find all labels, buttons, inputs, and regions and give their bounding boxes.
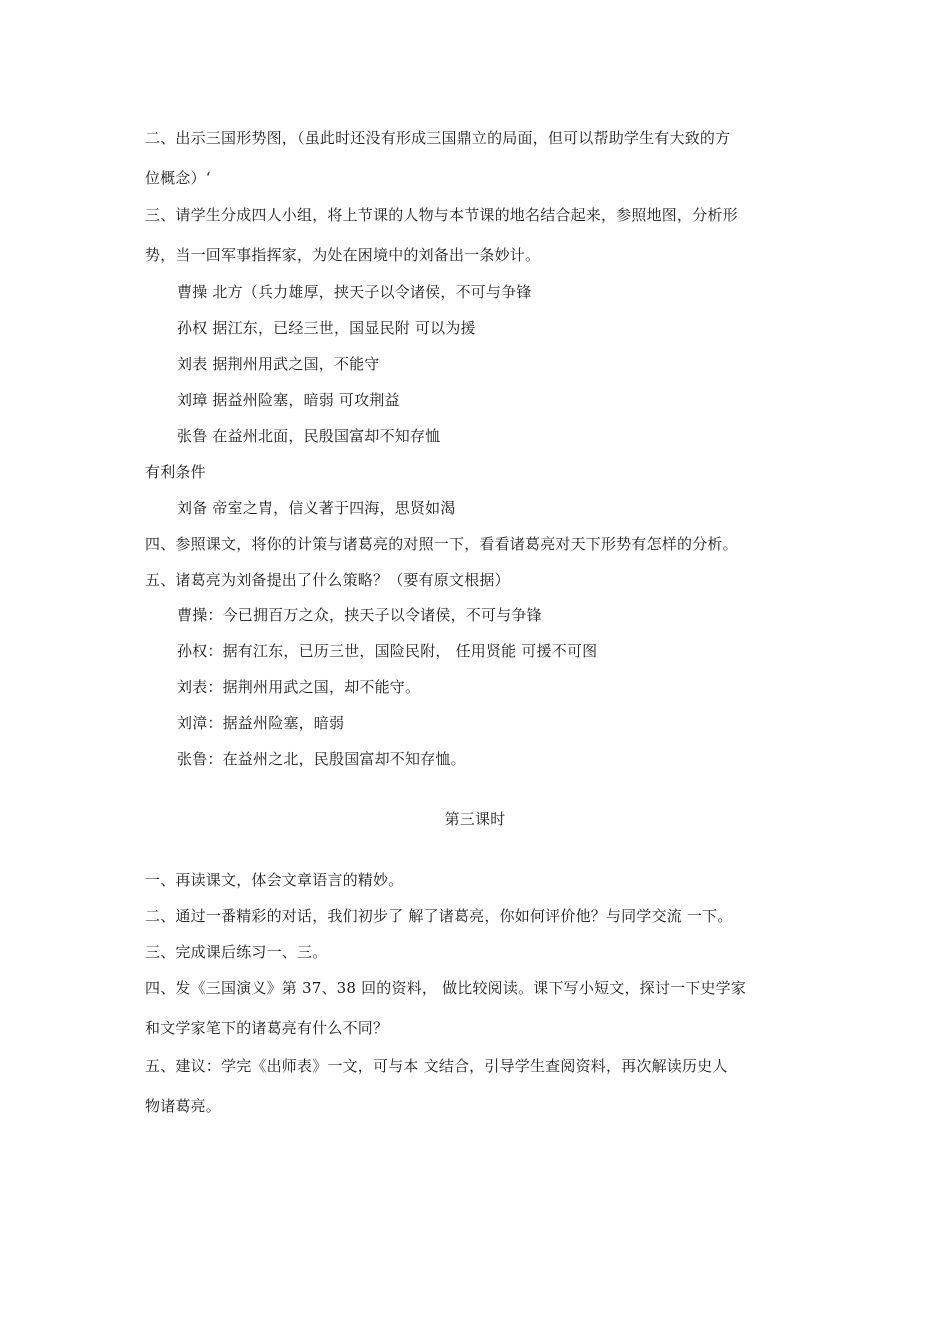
- paragraph-line: 四、发《三国演义》第 37、38 回的资料， 做比较阅读。课下写小短文，探讨一下史学家: [145, 979, 747, 997]
- paragraph-line: 刘璋 据益州险塞，暗弱 可攻荆益: [177, 391, 400, 409]
- paragraph-line: 一、再读课文，体会文章语言的精妙。: [145, 871, 404, 889]
- paragraph-line: 孙权 据江东，已经三世，国显民附 可以为援: [177, 319, 476, 337]
- paragraph-line: 张鲁：在益州之北，民殷国富却不知存恤。: [177, 750, 466, 768]
- paragraph-line: 和文学家笔下的诸葛亮有什么不同？: [145, 1019, 389, 1037]
- paragraph-line: 位概念）‘: [145, 169, 211, 187]
- paragraph-line: 张鲁 在益州北面，民殷国富却不知存恤: [177, 427, 441, 445]
- paragraph-line: 物诸葛亮。: [145, 1097, 222, 1115]
- paragraph-line: 三、完成课后练习一、三。: [145, 943, 328, 961]
- paragraph-line: 刘备 帝室之胄，信义著于四海，思贤如渴: [177, 499, 456, 517]
- paragraph-line: 刘表 据荆州用武之国，不能守: [177, 355, 380, 373]
- paragraph-line: 二、出示三国形势图，（虽此时还没有形成三国鼎立的局面，但可以帮助学生有大致的方: [145, 129, 731, 147]
- paragraph-line: 刘表：据荆州用武之国，却不能守。: [177, 678, 421, 696]
- paragraph-line: 刘漳：据益州险塞，暗弱: [177, 714, 345, 732]
- paragraph-line: 五、诸葛亮为刘备提出了什么策略？（要有原文根据）: [145, 571, 510, 589]
- paragraph-line: 五、建议：学完《出师表》一文，可与本 文结合，引导学生查阅资料，再次解读历史人: [145, 1057, 728, 1075]
- paragraph-line: 曹操 北方（兵力雄厚，挟天子以令诸侯，不可与争锋: [177, 283, 532, 301]
- paragraph-line: 势，当一回军事指挥家，为处在困境中的刘备出一条妙计。: [145, 246, 541, 264]
- paragraph-line: 四、参照课文，将你的计策与诸葛亮的对照一下，看看诸葛亮对天下形势有怎样的分析。: [145, 535, 738, 553]
- paragraph-line: 二、通过一番精彩的对话，我们初步了 解了诸葛亮，你如何评价他？与同学交流 一下。: [145, 907, 733, 925]
- paragraph-line: 曹操：今已拥百万之众，挟天子以令诸侯，不可与争锋: [177, 606, 542, 624]
- paragraph-line: 孙权：据有江东，已历三世，国险民附， 任用贤能 可援不可图: [177, 642, 598, 660]
- paragraph-line: 三、请学生分成四人小组，将上节课的人物与本节课的地名结合起来，参照地图，分析形: [145, 206, 738, 224]
- section-heading: 第三课时: [444, 810, 506, 828]
- paragraph-line: 有利条件: [145, 463, 206, 481]
